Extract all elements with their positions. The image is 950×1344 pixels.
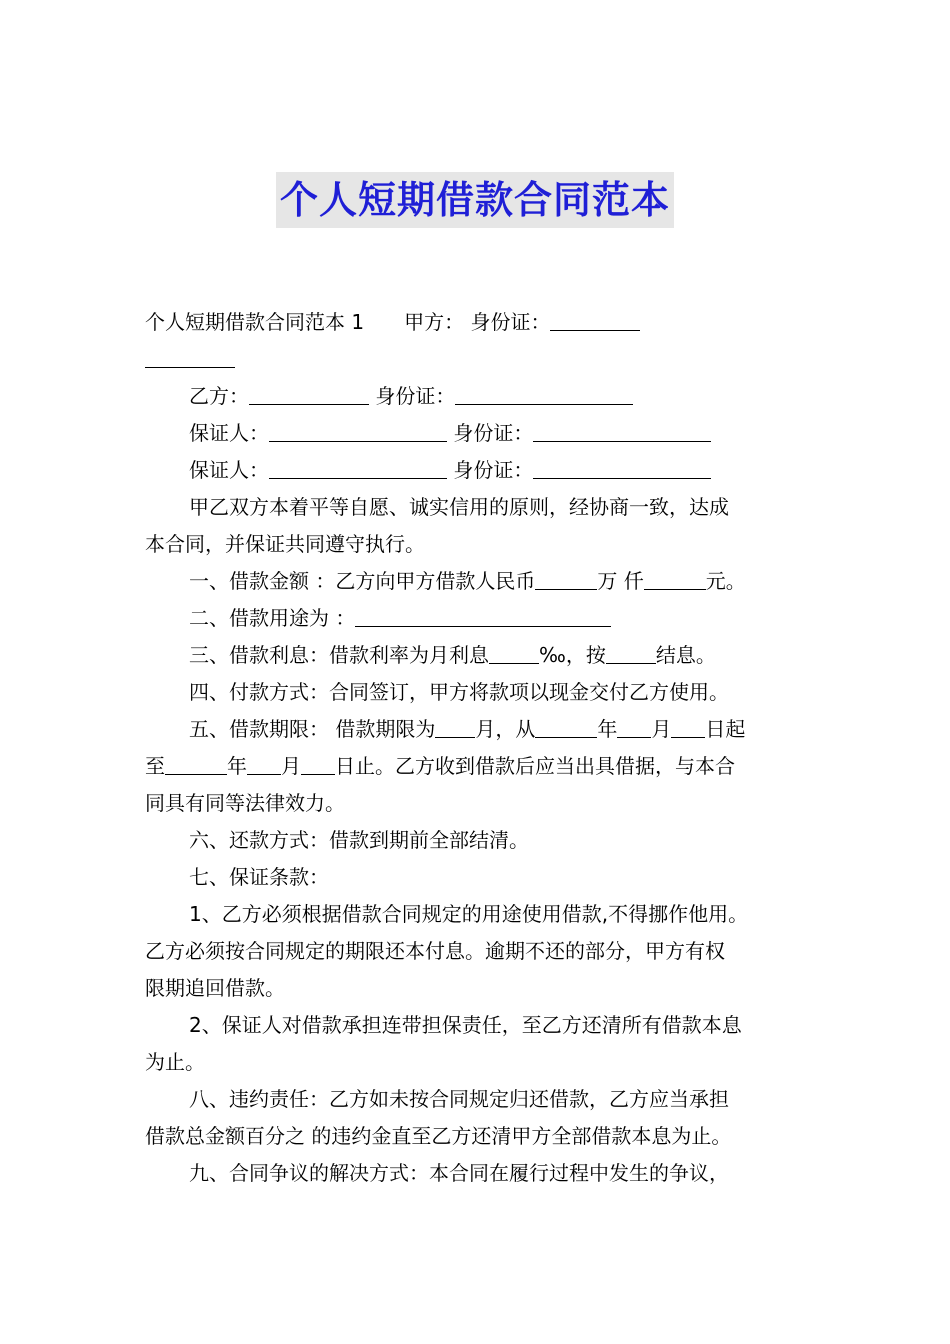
fill-in-blank [606, 641, 656, 664]
paragraph-line [145, 489, 810, 526]
line-text: 一、借款金额 ：乙方向甲方借款人民币 [189, 569, 536, 593]
line-text: 月 [281, 754, 301, 778]
fill-in-blank [671, 715, 705, 738]
line-text: 日起 [705, 717, 746, 741]
line-text: 月 [651, 717, 672, 741]
line-text: 限期追回借款。 [145, 976, 285, 1000]
line-text: 月，从 [475, 717, 536, 741]
line-text: 乙方必须按合同规定的期限还本付息。逾期不还的部分，甲方有权 [145, 939, 725, 963]
paragraph-line [145, 896, 810, 933]
paragraph-line [145, 674, 810, 711]
fill-in-blank [550, 308, 640, 331]
line-text: 借款总金额百分之 的违约金直至乙方还清甲方全部借款本息为止。 [145, 1124, 732, 1148]
line-text: 身份证： [369, 384, 456, 408]
line-text: 保证人： [189, 421, 269, 445]
line-text: 九、合同争议的解决方式：本合同在履行过程中发生的争议， [189, 1161, 729, 1185]
line-text: 为止。 [145, 1050, 205, 1074]
fill-in-blank [145, 345, 235, 368]
paragraph-line [145, 452, 810, 489]
paragraph-line [145, 563, 810, 600]
document-body [145, 304, 810, 1192]
fill-in-blank [644, 567, 706, 590]
paragraph-line [145, 1118, 810, 1155]
paragraph-line [145, 304, 810, 341]
line-text: 四、付款方式：合同签订，甲方将款项以现金交付乙方使用。 [189, 680, 729, 704]
paragraph-line [145, 415, 810, 452]
paragraph-line [145, 600, 810, 637]
line-text: 个人短期借款合同范本 1 甲方： [145, 310, 465, 334]
fill-in-blank [535, 567, 597, 590]
fill-in-blank [247, 752, 281, 775]
paragraph-line [145, 1081, 810, 1118]
line-text: 五、借款期限： 借款期限为 [189, 717, 436, 741]
line-text: 本合同，并保证共同遵守执行。 [145, 532, 425, 556]
fill-in-blank [301, 752, 335, 775]
fill-in-blank [533, 456, 711, 479]
document-title: 个人短期借款合同范本 [276, 172, 674, 228]
fill-in-blank [435, 715, 475, 738]
paragraph-line [145, 1007, 810, 1044]
line-text: 身份证： [447, 421, 534, 445]
paragraph-line [145, 526, 810, 563]
line-text: 三、借款利息：借款利率为月利息 [189, 643, 489, 667]
paragraph-line [145, 1155, 810, 1192]
line-text: 乙方： [189, 384, 249, 408]
fill-in-blank [165, 752, 227, 775]
fill-in-blank [489, 641, 539, 664]
fill-in-blank [269, 456, 447, 479]
line-text: 年 [227, 754, 247, 778]
line-text: 身份证： [447, 458, 534, 482]
paragraph-line [145, 711, 810, 748]
line-text: 同具有同等法律效力。 [145, 791, 345, 815]
fill-in-blank [455, 382, 633, 405]
fill-in-blank [535, 715, 597, 738]
paragraph-line [145, 637, 810, 674]
line-text: 保证人： [189, 458, 269, 482]
fill-in-blank [533, 419, 711, 442]
line-text: 七、保证条款： [189, 865, 329, 889]
line-text: 六、还款方式：借款到期前全部结清。 [189, 828, 529, 852]
line-text: 元。 [705, 569, 746, 593]
paragraph-line [145, 341, 810, 378]
fill-in-blank [617, 715, 651, 738]
paragraph-line [145, 1044, 810, 1081]
line-text: ‰，按 [539, 643, 606, 667]
line-text: 2、保证人对借款承担连带担保责任，至乙方还清所有借款本息 [189, 1013, 742, 1037]
line-text: 结息。 [655, 643, 716, 667]
paragraph-line [145, 748, 810, 785]
fill-in-blank [355, 604, 611, 627]
line-text: 万 仟 [597, 569, 644, 593]
line-text: 至 [145, 754, 165, 778]
line-text: 身份证： [464, 310, 551, 334]
paragraph-line [145, 378, 810, 415]
fill-in-blank [249, 382, 369, 405]
paragraph-line [145, 859, 810, 896]
paragraph-line [145, 933, 810, 970]
fill-in-blank [269, 419, 447, 442]
line-text: 1、乙方必须根据借款合同规定的用途使用借款,不得挪作他用。 [189, 902, 749, 926]
line-text: 甲乙双方本着平等自愿、诚实信用的原则，经协商一致，达成 [189, 495, 729, 519]
line-text: 年 [597, 717, 618, 741]
line-text: 八、违约责任：乙方如未按合同规定归还借款，乙方应当承担 [189, 1087, 729, 1111]
title-area [0, 172, 950, 228]
paragraph-line [145, 970, 810, 1007]
paragraph-line [145, 822, 810, 859]
paragraph-line [145, 785, 810, 822]
line-text: 日止。乙方收到借款后应当出具借据，与本合 [335, 754, 735, 778]
line-text: 二、借款用途为 ： [189, 606, 356, 630]
